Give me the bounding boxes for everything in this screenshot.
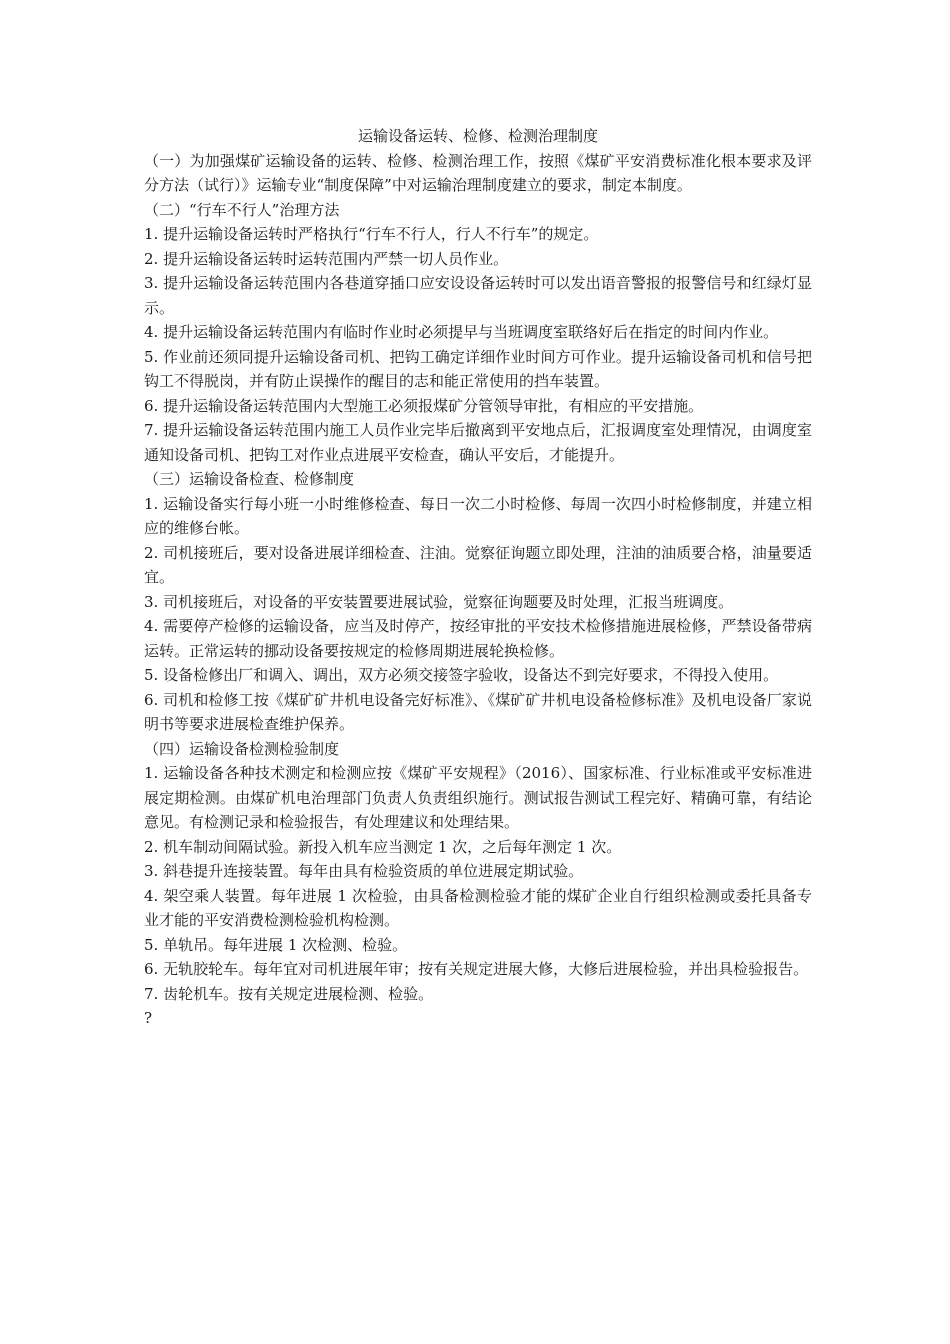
section-2-list	[144, 222, 812, 467]
document-page	[144, 124, 812, 1031]
list-item: 3. 司机接班后，对设备的平安装置要进展试验，觉察征询题要及时处理，汇报当班调度。	[144, 592, 734, 611]
list-item: 6. 司机和检修工按《煤矿矿井机电设备完好标准》、《煤矿矿井机电设备检修标准》及机电设备厂家说明书等要求进展检查维护保养。	[144, 690, 812, 733]
list-item: 2. 司机接班后，要对设备进展详细检查、注油。觉察征询题立即处理，注油的油质要合格，油量要适宜。	[144, 543, 812, 586]
list-item: 4. 架空乘人装置。每年进展 1 次检验，由具备检测检验才能的煤矿企业自行组织检测或委托具备专业才能的平安消费检测检验机构检测。	[144, 886, 812, 929]
list-item: 5. 设备检修出厂和调入、调出，双方必须交接签字验收，设备达不到完好要求，不得投入使用。	[144, 666, 779, 684]
list-item: 1. 提升运输设备运转时严格执行“行车不行人，行人不行车”的规定。	[144, 225, 599, 243]
section-3-list	[144, 492, 812, 737]
list-item: 2. 机车制动间隔试验。新投入机车应当测定 1 次，之后每年测定 1 次。	[144, 837, 622, 856]
list-item: 6. 提升运输设备运转范围内大型施工必须报煤矿分管领导审批，有相应的平安措施。	[144, 396, 704, 415]
section-heading-3: （三）运输设备检查、检修制度	[144, 470, 355, 488]
list-item: 3. 斜巷提升连接装置。每年由具有检验资质的单位进展定期试验。	[144, 862, 584, 880]
end-mark: ?	[144, 1009, 153, 1027]
list-item: 4. 需要停产检修的运输设备，应当及时停产，按经审批的平安技术检修措施进展检修，严禁设备带病运转。正常运转的挪动设备要按规定的检修周期进展轮换检修。	[144, 617, 812, 660]
document-title: 运输设备运转、检修、检测治理制度	[357, 127, 598, 145]
list-item: 2. 提升运输设备运转时运转范围内严禁一切人员作业。	[144, 249, 509, 268]
intro-paragraph: （一）为加强煤矿运输设备的运转、检修、检测治理工作，按照《煤矿平安消费标准化根本要求及评分方法（试行）》运输专业“制度保障”中对运输治理制度建立的要求，制定本制度。	[144, 151, 812, 194]
section-heading-2: （二）“行车不行人”治理方法	[144, 200, 340, 219]
list-item: 5. 单轨吊。每年进展 1 次检测、检验。	[144, 935, 408, 954]
list-item: 3. 提升运输设备运转范围内各巷道穿插口应安设设备运转时可以发出语音警报的报警信号和红绿灯显示。	[144, 274, 812, 317]
list-item: 7. 提升运输设备运转范围内施工人员作业完毕后撤离到平安地点后，汇报调度室处理情况，由调度室通知设备司机、把钩工对作业点进展平安检查，确认平安后，才能提升。	[144, 421, 812, 464]
list-item: 7. 齿轮机车。按有关规定进展检测、检验。	[144, 984, 434, 1003]
section-heading-4: （四）运输设备检测检验制度	[144, 739, 340, 758]
list-item: 4. 提升运输设备运转范围内有临时作业时必须提早与当班调度室联络好后在指定的时间内作业。	[144, 323, 779, 341]
list-item: 6. 无轨胶轮车。每年宜对司机进展年审；按有关规定进展大修，大修后进展检验，并出具检验报告。	[144, 960, 809, 978]
list-item: 1. 运输设备各种技术测定和检测应按《煤矿平安规程》（2016）、国家标准、行业标准或平安标准进展定期检测。由煤矿机电治理部门负责人负责组织施行。测试报告测试工程完好、精确可靠，有结论意见。有检测记录和检验报告，有处理建议和处理结果。	[144, 764, 812, 831]
list-item: 1. 运输设备实行每小班一小时维修检查、每日一次二小时检修、每周一次四小时检修制度，并建立相应的维修台帐。	[144, 494, 812, 537]
list-item: 5. 作业前还须同提升运输设备司机、把钩工确定详细作业时间方可作业。提升运输设备司机和信号把钩工不得脱岗，并有防止误操作的醒目的志和能正常使用的挡车装置。	[144, 347, 812, 390]
section-4-list	[144, 761, 812, 1006]
